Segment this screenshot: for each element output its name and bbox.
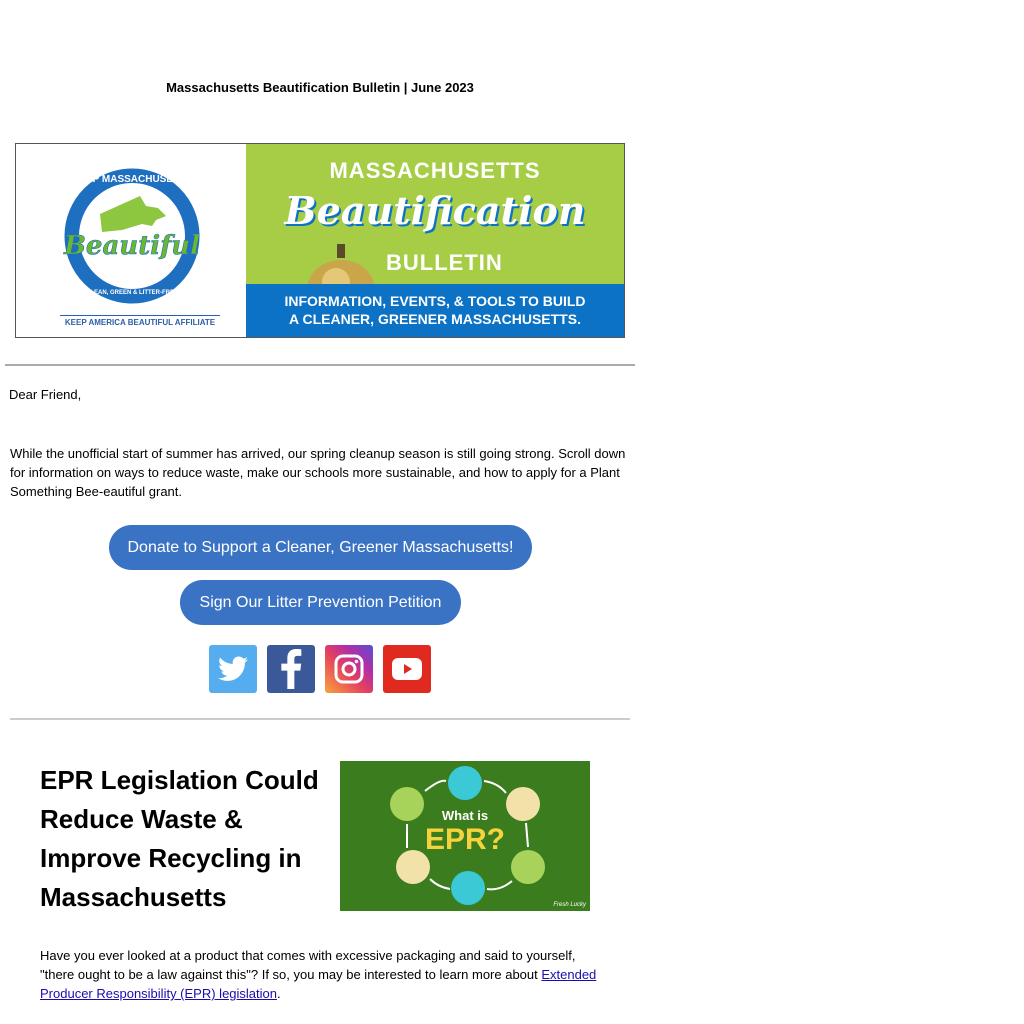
logo-seal-icon — [62, 166, 202, 306]
divider — [10, 718, 630, 720]
epr-image-caption-1: What is — [441, 808, 489, 823]
affiliate-label: KEEP AMERICA BEAUTIFUL AFFILIATE — [60, 315, 220, 327]
banner-tagline-line2: A CLEANER, GREENER MASSACHUSETTS. — [289, 311, 581, 327]
epr-image-caption-2: EPR? — [424, 823, 505, 856]
facebook-icon — [277, 649, 305, 689]
epr-image-credit: Fresh Lucky — [553, 902, 586, 908]
instagram-icon — [334, 654, 364, 684]
banner-tagline — [246, 284, 624, 337]
donate-button[interactable]: Donate to Support a Cleaner, Greener Massachusetts! — [109, 525, 532, 570]
svg-text:Beautiful: Beautiful — [63, 231, 201, 261]
twitter-link[interactable] — [209, 645, 257, 693]
epr-legislation-link[interactable]: Extended Producer Responsibility (EPR) legislation — [40, 967, 597, 1001]
intro-paragraph: While the unofficial start of summer has arrived, our spring cleanup season is still going strong. Scroll down for information on ways to reduce waste, make our schools more sustainable, and how to apply for a Plant Something Bee-eautiful grant. — [10, 446, 626, 499]
header-banner — [15, 143, 625, 338]
youtube-link[interactable] — [383, 645, 431, 693]
epr-infographic — [340, 761, 590, 911]
twitter-icon — [218, 656, 248, 682]
banner-line-beautification: Beautification — [284, 188, 586, 233]
keep-massachusetts-beautiful-logo — [16, 144, 246, 337]
facebook-link[interactable] — [267, 645, 315, 693]
divider — [5, 364, 635, 366]
youtube-icon — [391, 657, 423, 681]
banner-line-bulletin: BULLETIN — [386, 250, 503, 275]
instagram-link[interactable] — [325, 645, 373, 693]
svg-text:CLEAN, GREEN & LITTER-FREE: CLEAN, GREEN & LITTER-FREE — [85, 290, 179, 296]
banner-line-massachusetts: MASSACHUSETTS — [329, 158, 541, 183]
bulletin-title: Massachusetts Beautification Bulletin | June 2023 — [166, 80, 474, 95]
article-body — [40, 946, 600, 1003]
banner-tagline-line1: INFORMATION, EVENTS, & TOOLS TO BUILD — [284, 293, 586, 309]
svg-text:KEEP MASSACHUSETTS: KEEP MASSACHUSETTS — [72, 174, 192, 185]
petition-button[interactable]: Sign Our Litter Prevention Petition — [180, 580, 461, 625]
greeting: Dear Friend, — [9, 387, 82, 402]
article-body-text: Have you ever looked at a product that comes with excessive packaging and said to yourself, "there ought to be a law against this"? If so, you may be interested to learn more about — [40, 948, 576, 982]
banner-title-area — [246, 144, 624, 337]
article-body-end: . — [277, 986, 281, 1001]
article-heading: EPR Legislation Could Reduce Waste & Improve Recycling in Massachusetts — [40, 765, 319, 912]
